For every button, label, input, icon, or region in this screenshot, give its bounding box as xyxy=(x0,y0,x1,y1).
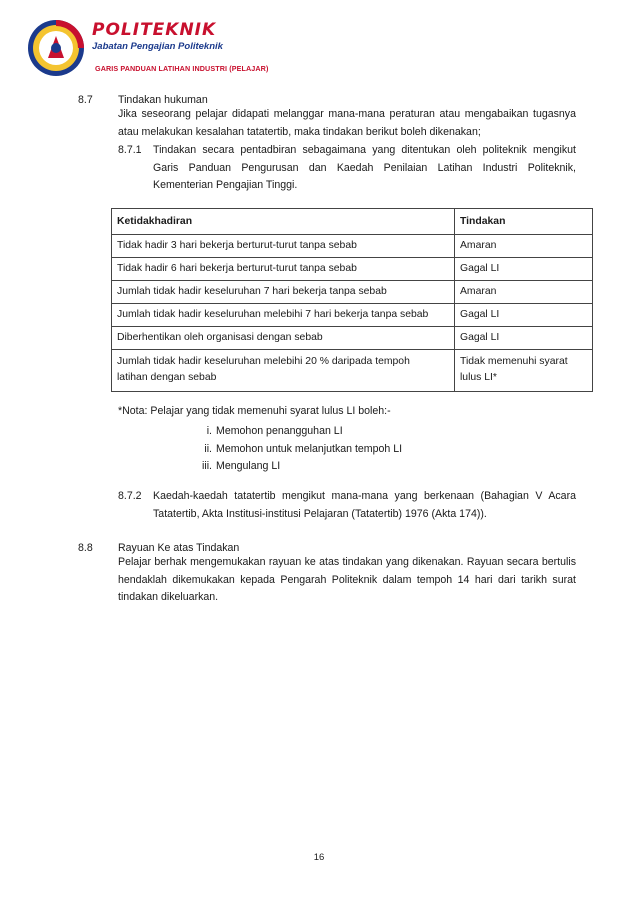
subsection-number: 8.7.2 xyxy=(118,490,142,502)
page-header xyxy=(26,14,326,76)
politeknik-seal-logo xyxy=(26,18,86,78)
column-header: Ketidakhadiran xyxy=(112,209,455,235)
action-cell: Amaran xyxy=(455,281,593,304)
section-number: 8.7 xyxy=(78,94,93,106)
paragraph-line: tindakan dikeluarkan. xyxy=(118,591,219,603)
paragraph-line: Pelajar berhak mengemukakan rayuan ke atas tindakan yang dikenakan. Rayuan secara bertulis xyxy=(118,556,576,568)
cell-line: Jumlah tidak hadir keseluruhan melebihi 20 % daripada tempoh xyxy=(117,356,410,367)
document-title: GARIS PANDUAN LATIHAN INDUSTRI (PELAJAR) xyxy=(95,64,269,73)
offence-cell: Jumlah tidak hadir keseluruhan 7 hari bekerja tanpa sebab xyxy=(112,281,455,304)
brand-subtitle: Jabatan Pengajian Politeknik xyxy=(92,41,223,52)
list-item-text: Memohon untuk melanjutkan tempoh LI xyxy=(216,442,403,455)
subsection-line: Tatatertib, Akta Institusi-institusi Pelajaran (Tatatertib) 1976 (Akta 174)). xyxy=(153,507,487,520)
offence-cell: Tidak hadir 6 hari bekerja berturut-turut tanpa sebab xyxy=(112,258,455,281)
cell-line: Tidak memenuhi syarat xyxy=(460,356,568,367)
paragraph-line: hendaklah dikemukakan kepada Pengarah Politeknik dalam tempoh 14 hari dari tarikh surat xyxy=(118,573,576,586)
brand-name: POLITEKNIK xyxy=(92,20,217,40)
subsection-number: 8.7.1 xyxy=(118,144,142,156)
brand-block xyxy=(92,20,223,52)
table-row xyxy=(112,327,593,350)
section-paragraph xyxy=(118,554,576,607)
table-row xyxy=(112,281,593,304)
section-paragraph xyxy=(118,106,576,141)
offence-cell: Jumlah tidak hadir keseluruhan melebihi 7 hari bekerja tanpa sebab xyxy=(112,304,455,327)
subsection-line: Kementerian Pengajian Tinggi. xyxy=(153,179,298,191)
action-cell: Gagal LI xyxy=(455,304,593,327)
subsection-text xyxy=(153,488,576,523)
table-row xyxy=(112,258,593,281)
action-cell xyxy=(455,350,593,392)
subsection-line: Garis Panduan Pengurusan dan Kaedah Penilaian Latihan Industri Politeknik, xyxy=(153,161,576,174)
column-header: Tindakan xyxy=(455,209,593,235)
subsection-text xyxy=(153,142,576,195)
offence-cell: Tidak hadir 3 hari bekerja berturut-turut tanpa sebab xyxy=(112,235,455,258)
offence-cell: Diberhentikan oleh organisasi dengan sebab xyxy=(112,327,455,350)
list-item-number: iii. xyxy=(201,460,212,472)
list-item-text: Memohon penangguhan LI xyxy=(216,425,343,437)
absence-penalty-table xyxy=(111,208,593,392)
section-title: Rayuan Ke atas Tindakan xyxy=(118,542,240,554)
paragraph-line: atau melakukan kesalahan tatatertib, maka tindakan berikut boleh dikenakan; xyxy=(118,125,481,138)
table-note: *Nota: Pelajar yang tidak memenuhi syarat lulus LI boleh:- xyxy=(118,405,391,417)
table-header-row xyxy=(112,209,593,235)
paragraph-line: Jika seseorang pelajar didapati melanggar mana-mana peraturan atau mengabaikan tugasnya xyxy=(118,108,576,120)
table-row xyxy=(112,304,593,327)
list-item xyxy=(150,441,403,459)
section-title: Tindakan hukuman xyxy=(118,94,208,106)
list-item xyxy=(150,458,400,476)
subsection-line: Tindakan secara pentadbiran sebagaimana yang ditentukan oleh politeknik mengikut xyxy=(153,144,576,156)
cell-line: latihan dengan sebab xyxy=(117,372,217,383)
list-item-text: Mengulang LI xyxy=(216,460,281,472)
action-cell: Gagal LI xyxy=(455,258,593,281)
action-cell: Amaran xyxy=(455,235,593,258)
page-number: 16 xyxy=(313,852,325,863)
subsection-line: Kaedah-kaedah tatatertib mengikut mana-mana yang berkenaan (Bahagian V Acara xyxy=(153,490,576,502)
cell-line: lulus LI* xyxy=(460,372,497,383)
section-number: 8.8 xyxy=(78,542,93,554)
list-item-number: ii. xyxy=(204,442,212,455)
note-options-list xyxy=(150,423,403,476)
table-row xyxy=(112,235,593,258)
table-row xyxy=(112,350,593,392)
offence-cell xyxy=(112,350,455,392)
list-item-number: i. xyxy=(206,425,212,437)
list-item xyxy=(150,423,400,441)
action-cell: Gagal LI xyxy=(455,327,593,350)
